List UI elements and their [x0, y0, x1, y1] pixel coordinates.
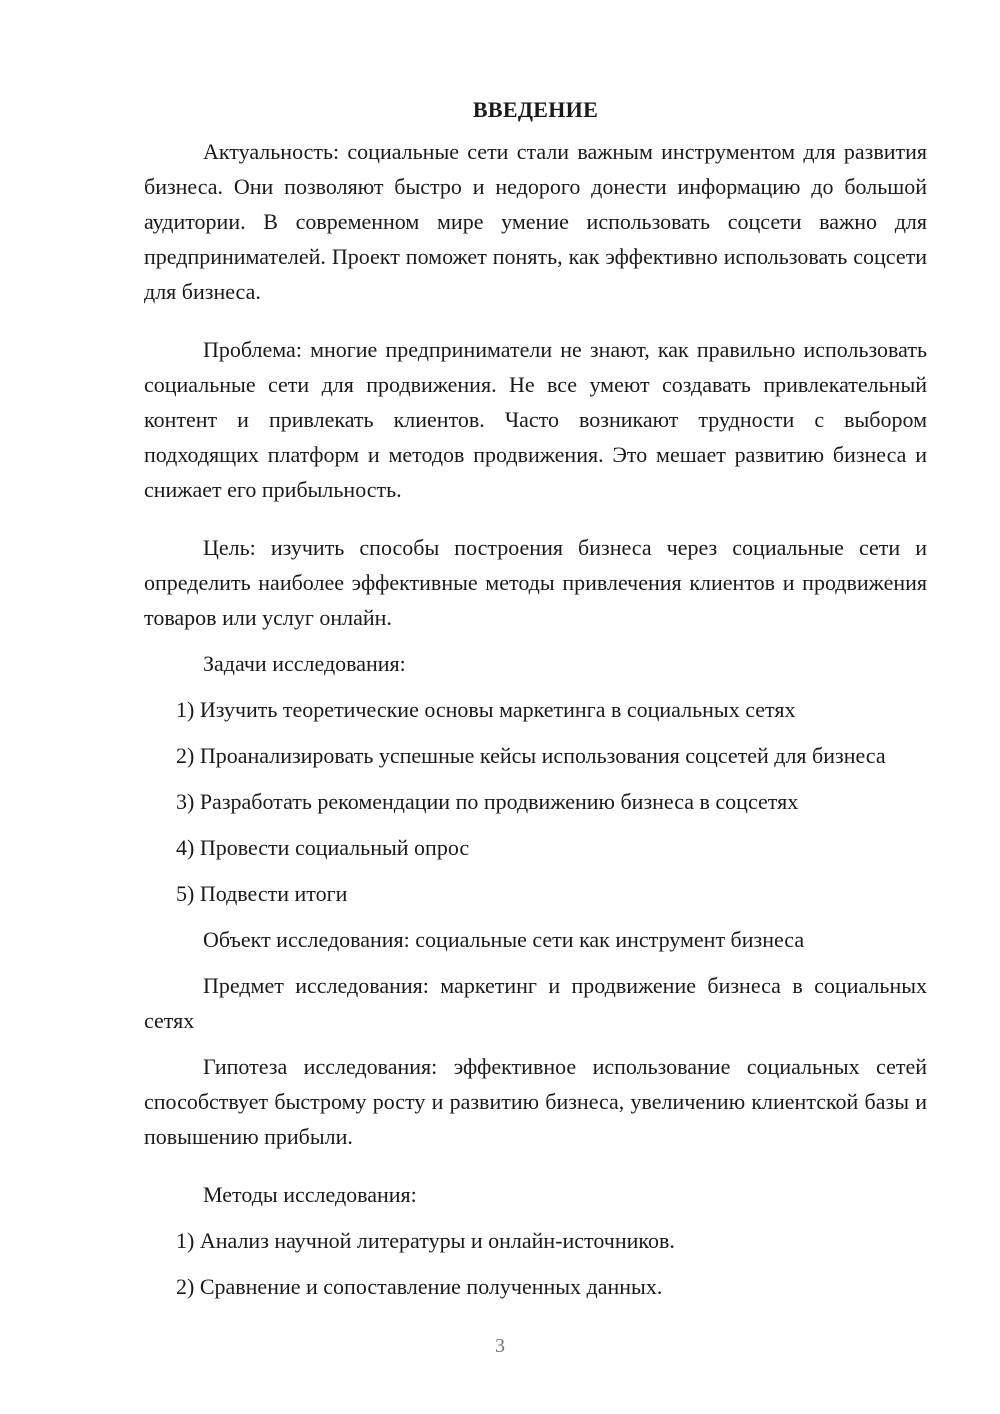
- list-item: 5) Подвести итоги: [176, 881, 348, 906]
- list-item: 4) Провести социальный опрос: [176, 835, 470, 860]
- problem-paragraph: Проблема: многие предприниматели не знают, как правильно использовать социальные сети для продвижения. Не все умеют создавать привлекательный контент и привлекать клиентов. Часто возникают трудности с выбором подходящих платформ и методов продвижения. Это мешает развитию бизнеса и снижает его прибыльность.: [144, 337, 927, 502]
- list-item: 2) Проанализировать успешные кейсы использования соцсетей для бизнеса: [176, 743, 886, 768]
- document-page: [144, 96, 927, 1304]
- goal-paragraph: Цель: изучить способы построения бизнеса через социальные сети и определить наиболее эффективные методы привлечения клиентов и продвижения товаров или услуг онлайн.: [144, 535, 927, 630]
- page-title: ВВЕДЕНИЕ: [472, 97, 599, 122]
- list-item: 3) Разработать рекомендации по продвижению бизнеса в соцсетях: [176, 789, 799, 814]
- list-item: 2) Сравнение и сопоставление полученных данных.: [176, 1274, 663, 1299]
- list-item: 1) Изучить теоретические основы маркетинга в социальных сетях: [176, 697, 796, 722]
- list-item: 1) Анализ научной литературы и онлайн-источников.: [176, 1228, 675, 1253]
- object-paragraph: Объект исследования: социальные сети как инструмент бизнеса: [203, 927, 805, 952]
- tasks-heading: Задачи исследования:: [203, 651, 406, 676]
- hypothesis-paragraph: Гипотеза исследования: эффективное использование социальных сетей способствует быстрому росту и развитию бизнеса, увеличению клиентской базы и повышению прибыли.: [144, 1054, 927, 1149]
- relevance-paragraph: Актуальность: социальные сети стали важным инструментом для развития бизнеса. Они позволяют быстро и недорого донести информацию до большой аудитории. В современном мире умение использовать соцсети важно для предпринимателей. Проект поможет понять, как эффективно использовать соцсети для бизнеса.: [144, 139, 927, 304]
- methods-heading: Методы исследования:: [203, 1182, 417, 1207]
- subject-paragraph: Предмет исследования: маркетинг и продвижение бизнеса в социальных сетях: [144, 973, 927, 1033]
- page-number: 3: [495, 1335, 505, 1357]
